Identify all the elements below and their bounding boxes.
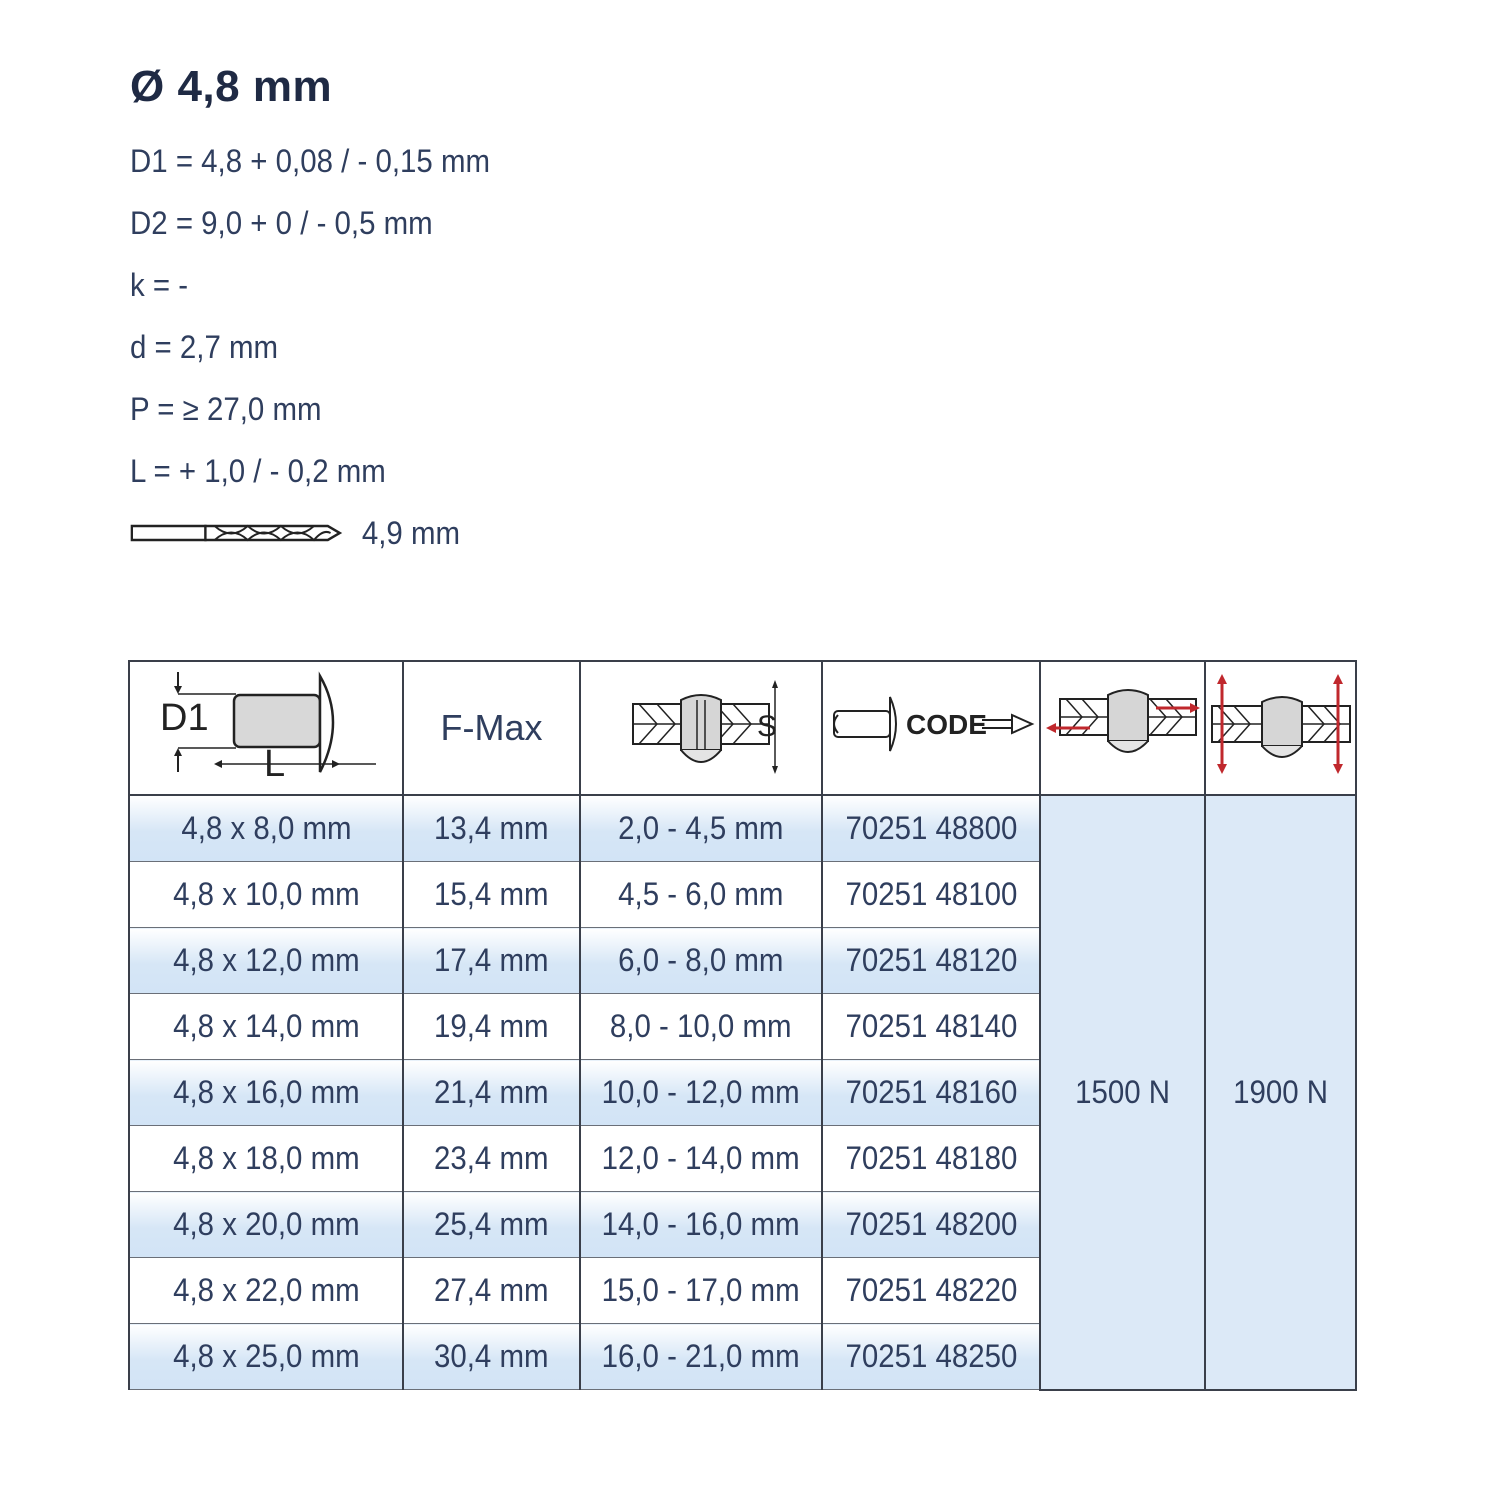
header-grip-range (580, 661, 822, 795)
s-label: S (757, 710, 778, 743)
header-article-code (822, 661, 1040, 795)
table-row (129, 795, 1356, 862)
cell-code: 70251 48180 (822, 1126, 1040, 1192)
cell-grip: 2,0 - 4,5 mm (580, 795, 822, 862)
spec-line-l: L = + 1,0 / - 0,2 mm (130, 453, 386, 489)
cell-shear-force: 1500 N (1040, 795, 1205, 1390)
cell-fmax: 13,4 mm (403, 795, 580, 862)
cell-size: 4,8 x 20,0 mm (129, 1192, 403, 1258)
rivet-table (128, 660, 1357, 1391)
tensile-force-icon (1208, 674, 1354, 774)
cell-size: 4,8 x 22,0 mm (129, 1258, 403, 1324)
cell-size: 4,8 x 12,0 mm (129, 928, 403, 994)
cell-size: 4,8 x 14,0 mm (129, 994, 403, 1060)
table-header-row (129, 661, 1356, 795)
spec-block (130, 62, 521, 564)
cell-size: 4,8 x 25,0 mm (129, 1324, 403, 1390)
cell-fmax: 17,4 mm (403, 928, 580, 994)
cell-grip: 10,0 - 12,0 mm (580, 1060, 822, 1126)
cell-code: 70251 48100 (822, 862, 1040, 928)
cell-grip: 12,0 - 14,0 mm (580, 1126, 822, 1192)
spec-line-k: k = - (130, 267, 189, 303)
drill-size-label: 4,9 mm (361, 515, 460, 551)
cell-fmax: 23,4 mm (403, 1126, 580, 1192)
cell-size: 4,8 x 16,0 mm (129, 1060, 403, 1126)
cell-fmax: 19,4 mm (403, 994, 580, 1060)
cell-size: 4,8 x 18,0 mm (129, 1126, 403, 1192)
cell-code: 70251 48120 (822, 928, 1040, 994)
l-label: L (264, 743, 286, 784)
rivet-dimensions-icon (156, 664, 376, 784)
cell-tensile-force: 1900 N (1205, 795, 1356, 1390)
cell-fmax: 21,4 mm (403, 1060, 580, 1126)
header-fmax (403, 661, 580, 795)
code-label: CODE (906, 709, 987, 740)
header-shear-force (1040, 661, 1205, 795)
cell-code: 70251 48220 (822, 1258, 1040, 1324)
code-rivet-icon (826, 689, 1036, 759)
cell-fmax: 25,4 mm (403, 1192, 580, 1258)
drill-spec (130, 502, 490, 564)
cell-grip: 14,0 - 16,0 mm (580, 1192, 822, 1258)
diameter-title: Ø 4,8 mm (130, 62, 333, 111)
cell-code: 70251 48160 (822, 1060, 1040, 1126)
cell-code: 70251 48250 (822, 1324, 1040, 1390)
cell-grip: 8,0 - 10,0 mm (580, 994, 822, 1060)
cell-size: 4,8 x 10,0 mm (129, 862, 403, 928)
grip-range-icon (611, 674, 791, 774)
spec-line-d: d = 2,7 mm (130, 329, 279, 365)
header-rivet-dimensions (129, 661, 403, 795)
cell-code: 70251 48200 (822, 1192, 1040, 1258)
cell-code: 70251 48800 (822, 795, 1040, 862)
cell-fmax: 27,4 mm (403, 1258, 580, 1324)
drill-bit-icon (130, 521, 343, 545)
spec-line-d1: D1 = 4,8 + 0,08 / - 0,15 mm (130, 143, 491, 179)
cell-fmax: 30,4 mm (403, 1324, 580, 1390)
d1-label: D1 (160, 697, 209, 739)
spec-line-p: P = ≥ 27,0 mm (130, 391, 322, 427)
fmax-label: F-Max (440, 707, 543, 748)
shear-force-icon (1046, 679, 1200, 769)
cell-fmax: 15,4 mm (403, 862, 580, 928)
cell-grip: 6,0 - 8,0 mm (580, 928, 822, 994)
cell-grip: 4,5 - 6,0 mm (580, 862, 822, 928)
cell-code: 70251 48140 (822, 994, 1040, 1060)
cell-size: 4,8 x 8,0 mm (129, 795, 403, 862)
cell-grip: 16,0 - 21,0 mm (580, 1324, 822, 1390)
cell-grip: 15,0 - 17,0 mm (580, 1258, 822, 1324)
spec-line-d2: D2 = 9,0 + 0 / - 0,5 mm (130, 205, 433, 241)
header-tensile-force (1205, 661, 1356, 795)
